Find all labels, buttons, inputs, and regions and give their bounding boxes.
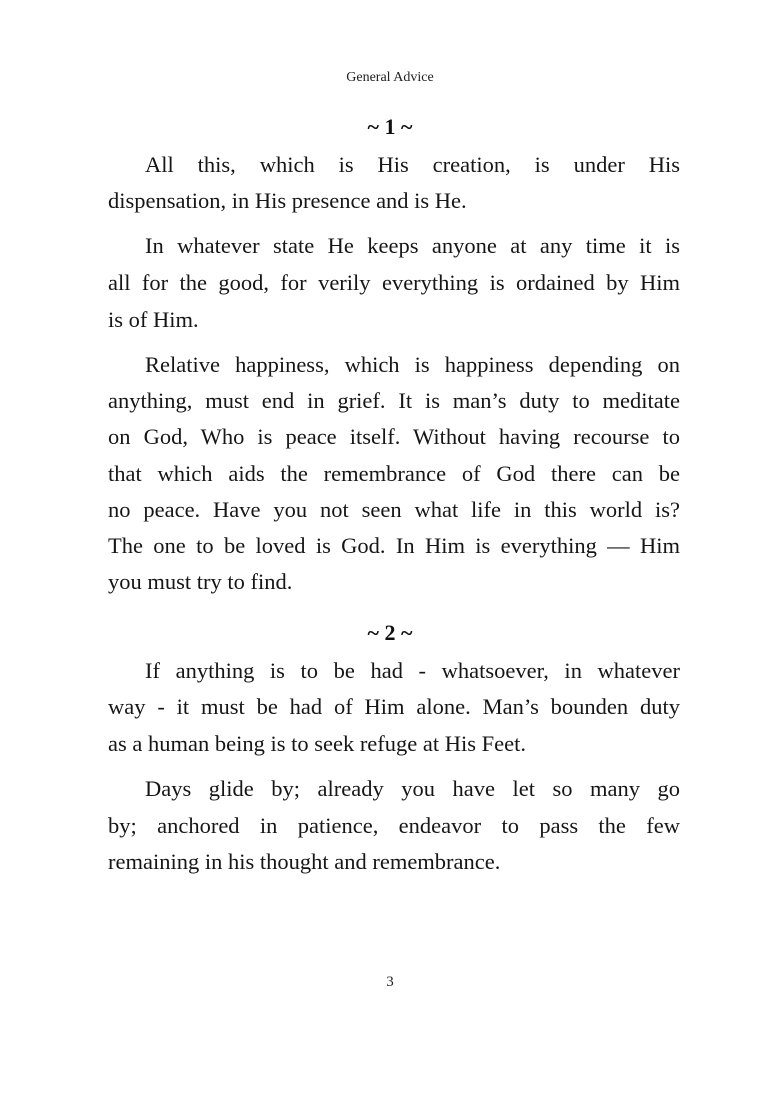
text-line: The one to be loved is God. In Him is everything — Him	[108, 533, 680, 558]
text-line: If anything is to be had - whatsoever, in whatever	[145, 658, 680, 683]
text-line: anything, must end in grief. It is man’s duty to meditate	[108, 388, 680, 413]
running-head: General Advice	[346, 70, 434, 85]
text-line: All this, which is His creation, is under His	[145, 152, 680, 177]
text-line: by; anchored in patience, endeavor to pass the few	[108, 813, 680, 838]
text-line: way - it must be had of Him alone. Man’s bounden duty	[108, 694, 680, 719]
text-line: no peace. Have you not seen what life in this world is?	[108, 497, 680, 522]
section-mark-2: ~ 2 ~	[367, 620, 413, 645]
text-line: In whatever state He keeps anyone at any time it is	[145, 233, 680, 258]
text-line: is of Him.	[108, 307, 199, 332]
text-line: you must try to find.	[108, 569, 293, 594]
text-line: dispensation, in His presence and is He.	[108, 188, 467, 213]
text-line: on God, Who is peace itself. Without having recourse to	[108, 424, 680, 449]
text-line: Days glide by; already you have let so many go	[145, 776, 680, 801]
text-line: as a human being is to seek refuge at His Feet.	[108, 731, 527, 756]
text-line: that which aids the remembrance of God there can be	[108, 461, 680, 486]
page-number: 3	[386, 974, 394, 990]
text-line: all for the good, for verily everything is ordained by Him	[108, 270, 680, 295]
text-line: Relative happiness, which is happiness depending on	[145, 352, 680, 377]
section-mark-1: ~ 1 ~	[367, 114, 413, 139]
text-line: remaining in his thought and remembrance.	[108, 849, 501, 874]
